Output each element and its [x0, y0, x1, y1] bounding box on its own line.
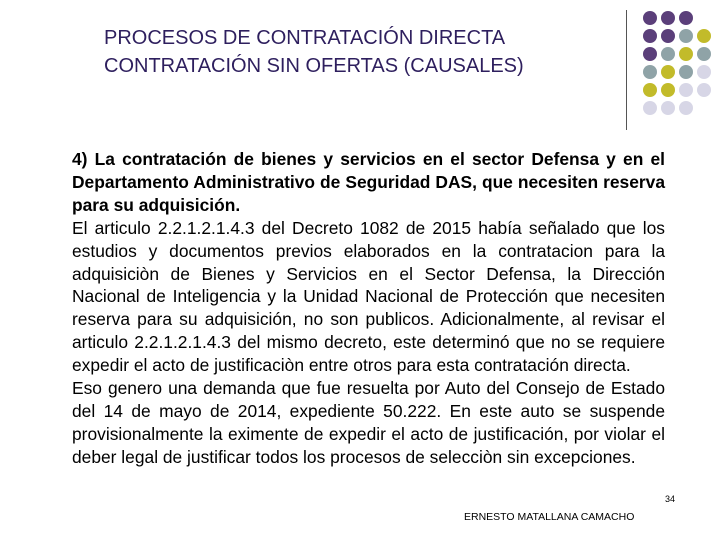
decoration-dot: [679, 65, 693, 79]
decoration-dot: [661, 65, 675, 79]
decoration-dot: [679, 29, 693, 43]
decoration-dot: [661, 29, 675, 43]
decoration-dot: [661, 101, 675, 115]
paragraph-2: Eso genero una demanda que fue resuelta por Auto del Consejo de Estado del 14 de mayo de 2014, expediente 50.222. En este auto se suspende provisionalmente la eximente de expedir el acto de justificación, por violar el deber legal de justificar todos los procesos de selecciòn sin excepciones.: [72, 378, 665, 467]
title-line-2: CONTRATACIÓN SIN OFERTAS (CAUSALES): [104, 55, 524, 77]
page-number: 34: [665, 494, 676, 504]
paragraph-1: El articulo 2.2.1.2.1.4.3 del Decreto 1082 de 2015 había señalado que los estudios y documentos previos elaborados en la contratacion para la adquisiciòn de Bienes y Servicios en el Sector Defensa, la Dirección Nacional de Inteligencia y la Unidad Nacional de Protección que necesiten reserva para su adquisición, no son publicos. Adicionalmente, al revisar el articulo 2.2.1.2.1.4.3 del mismo decreto, este determinó que no se requiere expedir el acto de justificaciòn entre otros para esta contratación directa.: [72, 217, 665, 376]
decoration-dot: [643, 29, 657, 43]
slide-title: [104, 24, 624, 80]
decoration-dot: [697, 83, 711, 97]
decoration-dot: [697, 29, 711, 43]
decoration-dot: [697, 65, 711, 79]
title-line-1: PROCESOS DE CONTRATACIÓN DIRECTA: [104, 27, 506, 49]
decoration-dot: [661, 83, 675, 97]
decoration-dot: [679, 11, 693, 25]
slide-body: [72, 148, 665, 469]
item-heading: 4) La contratación de bienes y servicios en el sector Defensa y en el Departamento Administrativo de Seguridad DAS, que necesiten reserva para su adquisición.: [72, 149, 665, 215]
decoration-dot: [679, 47, 693, 61]
decoration-dot: [661, 47, 675, 61]
decoration-dot: [679, 83, 693, 97]
decoration-dot: [643, 47, 657, 61]
divider-line: [626, 10, 627, 130]
decoration-dot: [643, 101, 657, 115]
dot-pattern-decoration: [640, 8, 720, 128]
decoration-dot: [643, 65, 657, 79]
decoration-dot: [661, 11, 675, 25]
decoration-dot: [643, 11, 657, 25]
author-footer: ERNESTO MATALLANA CAMACHO: [464, 511, 635, 523]
decoration-dot: [697, 47, 711, 61]
decoration-dot: [679, 101, 693, 115]
decoration-dot: [643, 83, 657, 97]
